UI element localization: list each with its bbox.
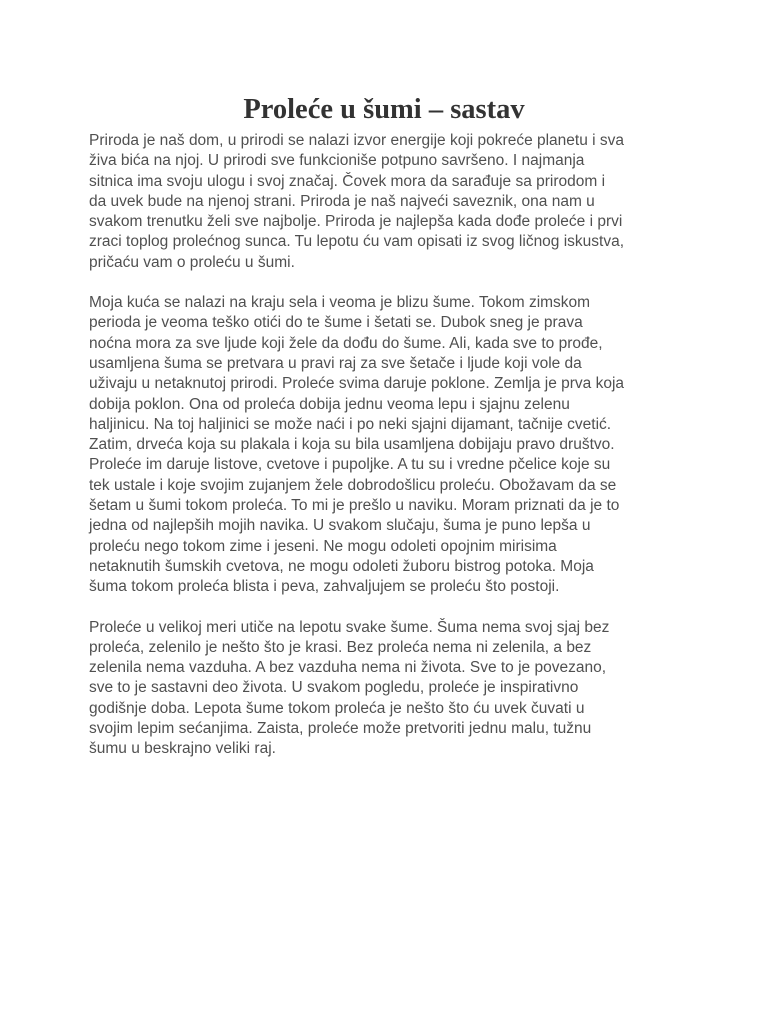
paragraph-1	[89, 131, 681, 273]
text-line: proleću nego tokom zime i jeseni. Ne mogu odoleti opojnim mirisima	[89, 537, 557, 555]
text-line: pričaću vam o proleću u šumi.	[89, 253, 295, 271]
text-line: šuma tokom proleća blista i peva, zahvaljujem se proleću što postoji.	[89, 578, 560, 596]
text-line: zraci toplog prolećnog sunca. Tu lepotu ću vam opisati iz svog ličnog iskustva,	[89, 233, 625, 251]
text-line: noćna mora za sve ljude koji žele da dođu do šume. Ali, kada sve to prođe,	[89, 334, 603, 352]
paragraph-2	[89, 293, 681, 597]
text-line: Proleće im daruje listove, cvetove i pupoljke. A tu su i vredne pčelice koje su	[89, 456, 611, 474]
text-line: haljinicu. Na toj haljinici se može naći i po neki sjajni dijamant, tačnije cvetić.	[89, 415, 612, 433]
text-line: uživaju u netaknutoj prirodi. Proleće svima daruje poklone. Zemlja je prva koja	[89, 375, 625, 393]
text-line: jedna od najlepših mojih navika. U svakom slučaju, šuma je puno lepša u	[89, 517, 591, 535]
text-line: zelenila nema vazduha. A bez vazduha nema ni života. Sve to je povezano,	[89, 659, 607, 677]
text-line: sitnica ima svoju ulogu i svoj značaj. Čovek mora da sarađuje sa prirodom i	[89, 172, 606, 190]
text-line: Proleće u velikoj meri utiče na lepotu svake šume. Šuma nema svoj sjaj bez	[89, 618, 610, 636]
text-line: dobija poklon. Ona od proleća dobija jednu veoma lepu i sjajnu zelenu	[89, 395, 570, 413]
text-line: sve to je sastavni deo života. U svakom pogledu, proleće je inspirativno	[89, 679, 579, 697]
text-line: perioda je veoma teško otići do te šume i šetati se. Dubok sneg je prava	[89, 314, 583, 332]
text-line: Moja kuća se nalazi na kraju sela i veoma je blizu šume. Tokom zimskom	[89, 294, 591, 312]
text-line: svojim lepim sećanjima. Zaista, proleće može pretvoriti jednu malu, tužnu	[89, 720, 592, 738]
text-line: šetam u šumi tokom proleća. To mi je prešlo u naviku. Moram priznati da je to	[89, 497, 620, 515]
text-line: godišnje doba. Lepota šume tokom proleća je nešto što ću uvek čuvati u	[89, 699, 585, 717]
text-line: Zatim, drveća koja su plakala i koja su bila usamljena dobijaju pravo društvo.	[89, 436, 615, 454]
document-title: Proleće u šumi – sastav	[243, 94, 525, 125]
text-line: Priroda je naš dom, u prirodi se nalazi izvor energije koji pokreće planetu i sva	[89, 132, 625, 149]
text-line: usamljena šuma se pretvara u pravi raj za sve šetače i ljude koji vole da	[89, 354, 582, 372]
text-line: svakom trenutku želi sve najbolje. Priroda je najlepša kada dođe proleće i prvi	[89, 213, 623, 231]
text-line: šumu u beskrajno veliki raj.	[89, 740, 276, 758]
text-line: tek ustale i koje svojim zujanjem žele dobrodošlicu proleću. Obožavam da se	[89, 476, 617, 494]
text-line: proleća, zelenilo je nešto što je krasi. Bez proleća nema ni zelenila, a bez	[89, 638, 592, 656]
text-line: da uvek bude na njenoj strani. Priroda je naš najveći saveznik, ona nam u	[89, 192, 595, 210]
text-line: netaknutih šumskih cvetova, ne mogu odoleti žuboru bistrog potoka. Moja	[89, 557, 594, 575]
text-line: živa bića na njoj. U prirodi sve funkcioniše potpuno savršeno. I najmanja	[89, 152, 585, 170]
paragraph-3	[89, 618, 681, 760]
document-body	[89, 131, 681, 780]
